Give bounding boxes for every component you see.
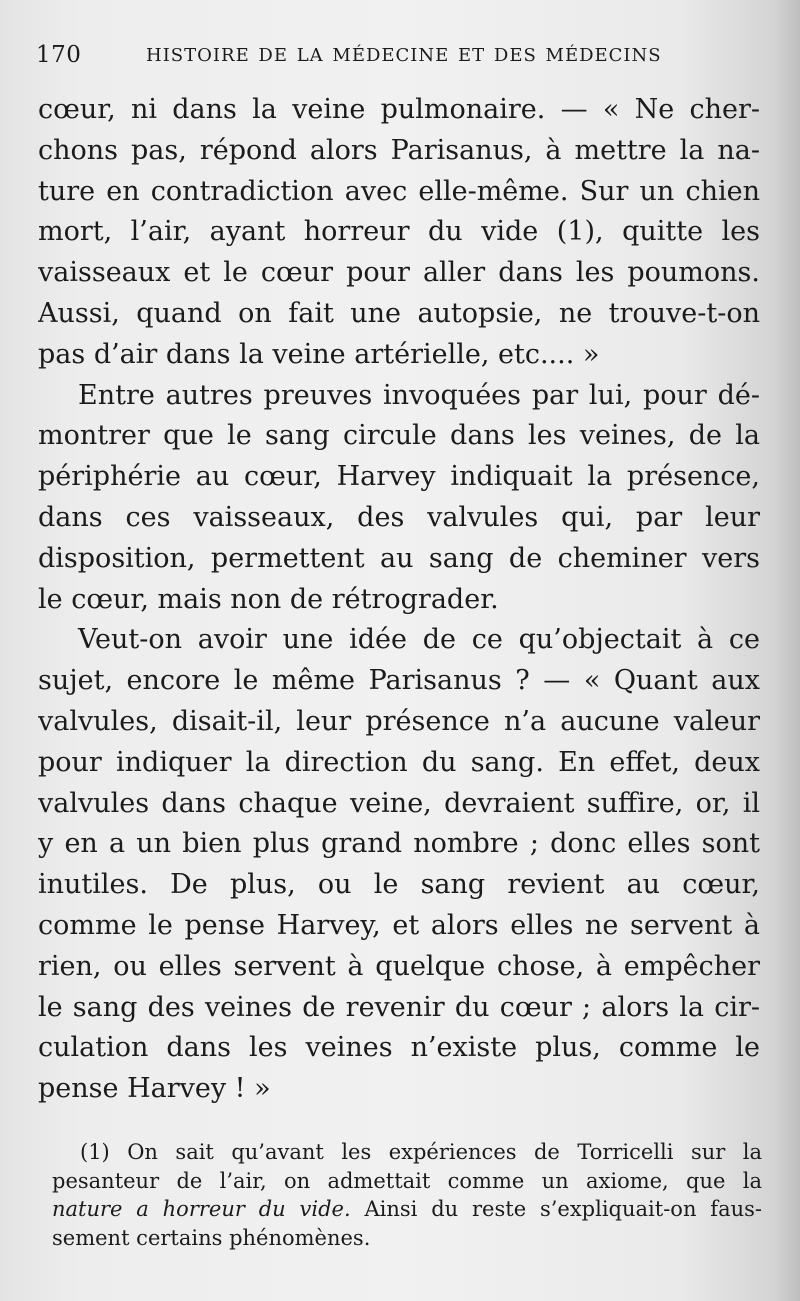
footnote <box>52 1138 762 1252</box>
text-line: disposition, permettent au sang de cheminer vers <box>38 542 760 574</box>
footnote-line: pesanteur de l’air, on admettait comme un axiome, que la <box>52 1168 762 1193</box>
footnote-text: Ainsi du reste s’expliquait-on faus- <box>350 1197 762 1221</box>
text-line: chons pas, répond alors Parisanus, à mettre la na- <box>38 134 760 166</box>
running-title: HISTOIRE DE LA MÉDECINE ET DES MÉDECINS <box>146 45 662 66</box>
text-line: sujet, encore le même Parisanus ? — « Quant aux <box>38 665 760 697</box>
footnote-line: (1) On sait qu’avant les expériences de Torricelli sur la <box>80 1140 762 1164</box>
text-line: Veut-on avoir une idée de ce qu’objectait à ce <box>78 624 760 656</box>
text-line: le cœur, mais non de rétrograder. <box>38 583 499 615</box>
text-line: vaisseaux et le cœur pour aller dans les poumons. <box>38 257 760 289</box>
text-line: le sang des veines de revenir du cœur ; alors la cir- <box>38 991 760 1023</box>
text-line: valvules, disait-il, leur présence n’a aucune valeur <box>38 705 760 737</box>
text-line: mort, l’air, ayant horreur du vide (1), quitte les <box>38 216 760 248</box>
text-line: pour indiquer la direction du sang. En effet, deux <box>38 746 760 778</box>
text-line: valvules dans chaque veine, devraient suffire, or, il <box>38 787 760 819</box>
text-line: montrer que le sang circule dans les veines, de la <box>38 420 760 452</box>
text-line: pense Harvey ! » <box>38 1073 271 1105</box>
text-line: y en a un bien plus grand nombre ; donc elles sont <box>38 828 760 860</box>
text-line: rien, ou elles servent à quelque chose, à empêcher <box>38 950 760 982</box>
footnote-line: sement certains phénomènes. <box>52 1225 371 1250</box>
page-number: 170 <box>36 42 82 68</box>
text-line: comme le pense Harvey, et alors elles ne servent à <box>38 909 760 941</box>
text-line: Entre autres preuves invoquées par lui, pour dé- <box>78 379 760 411</box>
text-line: cœur, ni dans la veine pulmonaire. — « Ne cher- <box>38 94 760 125</box>
text-line: inutiles. De plus, ou le sang revient au cœur, <box>38 869 760 901</box>
footnote-italic-phrase: nature a horreur du vide. <box>52 1197 351 1221</box>
body-text <box>38 90 760 1110</box>
text-line: Aussi, quand on fait une autopsie, ne trouve-t-on <box>38 297 760 329</box>
text-line: culation dans les veines n’existe plus, comme le <box>38 1032 760 1064</box>
text-line: dans ces vaisseaux, des valvules qui, par leur <box>38 501 760 533</box>
text-line: ture en contradiction avec elle-même. Sur un chien <box>38 175 760 207</box>
text-line: pas d’air dans la veine artérielle, etc.... » <box>38 338 600 370</box>
footnote-line <box>52 1195 762 1224</box>
page-header <box>36 42 756 72</box>
text-line: périphérie au cœur, Harvey indiquait la présence, <box>38 461 760 493</box>
